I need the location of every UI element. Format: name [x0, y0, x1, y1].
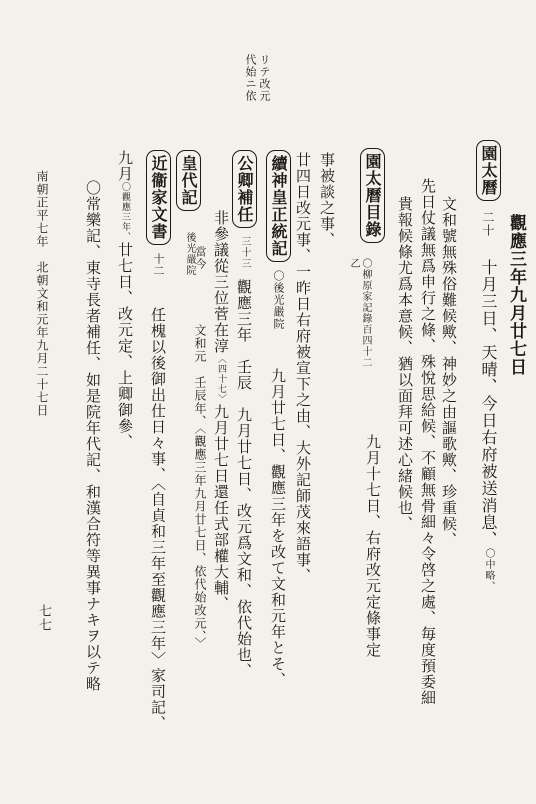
kugyo-line-2-head: 非參議從三位菅在淳 — [212, 210, 230, 354]
josho-line-1-head: 九月 — [116, 150, 134, 182]
source-title-kodaiki: 皇代記 — [176, 150, 201, 211]
kugyo-title-column — [236, 150, 252, 679]
kodaiki-sub-2: 當今 — [194, 246, 207, 270]
konoe-title-column — [150, 150, 166, 732]
mokuroku-line-1: 九月十七日、右府改元定條事定 — [364, 434, 382, 658]
entaireki-line-3: 先日仗議無爲申行之條、殊悅思給候、不顧無骨細々令啓之處、毎度預委細 — [419, 178, 437, 706]
source-title-kugyo: 公卿補任 — [232, 150, 257, 228]
entaireki-omission: 〇中略、 — [483, 548, 494, 592]
kugyo-line-1: 觀應三年 壬辰 九月廿七日、改元爲文和、依代始也、 — [235, 279, 253, 679]
zoku-jinno-line-1: 九月廿七日、觀應三年を改て文和元年とそ、 — [269, 368, 287, 688]
josho-line-1 — [117, 150, 132, 450]
mokuroku-line-2: 事被談之事、 — [318, 152, 336, 248]
konoe-line-1: 任槐以後御出仕日々事、〈自貞和三年至觀應三年〉家司記、 — [149, 307, 167, 732]
source-title-konoe: 近衞家文書 — [146, 150, 171, 245]
source-title-mokuroku: 園太曆目錄 — [360, 148, 385, 243]
entaireki-title-column — [480, 140, 496, 592]
kodaiki-sub-1: 後光嚴院 — [184, 232, 195, 276]
entaireki-line-2: 文和號無殊俗難候歟、神妙之由謳歌歟、珍重候、 — [440, 196, 458, 548]
kugyo-line-2-tail: 九月廿七日還任式部權大輔、 — [212, 404, 230, 612]
entaireki-volume: 二十 — [481, 211, 495, 237]
mokuroku-line-3: 廿四日改元事、一昨日右府被宣下之由、大外記師茂來語事、 — [294, 152, 312, 584]
date-heading: 觀應三年九月廿七日 — [506, 214, 526, 376]
mokuroku-title-column — [364, 148, 380, 243]
mokuroku-sub-2: 〇柳原家記錄百四十二 — [360, 258, 371, 368]
kodaiki-title-column — [180, 150, 196, 211]
zoku-jinno-title-column — [270, 150, 286, 688]
kugyo-line-2-note: 〈四十七〉 — [216, 354, 226, 404]
kugyo-volume: 三十三 — [239, 236, 250, 269]
margin-note-2: リテ改元 — [258, 54, 271, 102]
margin-note-1: 代始ニ依 — [244, 54, 257, 102]
zoku-jinno-sub: 〇後光嚴院 — [272, 270, 285, 330]
konoe-volume: 十二 — [152, 253, 165, 277]
mokuroku-sub-1: 乙 — [348, 258, 359, 269]
josho-line-1-note: 〇觀應三年、 — [120, 182, 130, 242]
entaireki-line-1: 十月三日、天晴、今日右府被送消息、 — [479, 259, 498, 548]
josho-line-2: 〇常樂記、東寺長者補任、如是院年代記、和漢合符等異事ナキヲ以テ略 — [84, 180, 102, 692]
page-number: 七七 — [36, 604, 51, 632]
kugyo-line-2 — [213, 210, 228, 612]
kodaiki-line-1: 文和元 壬辰年、〈觀應三年九月廿七日、依代始改元、〉 — [193, 324, 207, 650]
era-line: 南朝正平七年 北朝文和元年九月二十七日 — [35, 170, 49, 417]
source-title-zoku-jinno: 續神皇正統記 — [266, 150, 291, 262]
josho-line-1-tail: 廿七日、改元定、上卿御參、 — [116, 242, 134, 450]
source-title-entaireki: 園太曆 — [476, 140, 501, 201]
entaireki-line-4: 貴報候條尤爲本意候、猶以面拜可述心緒候也、 — [396, 196, 414, 532]
